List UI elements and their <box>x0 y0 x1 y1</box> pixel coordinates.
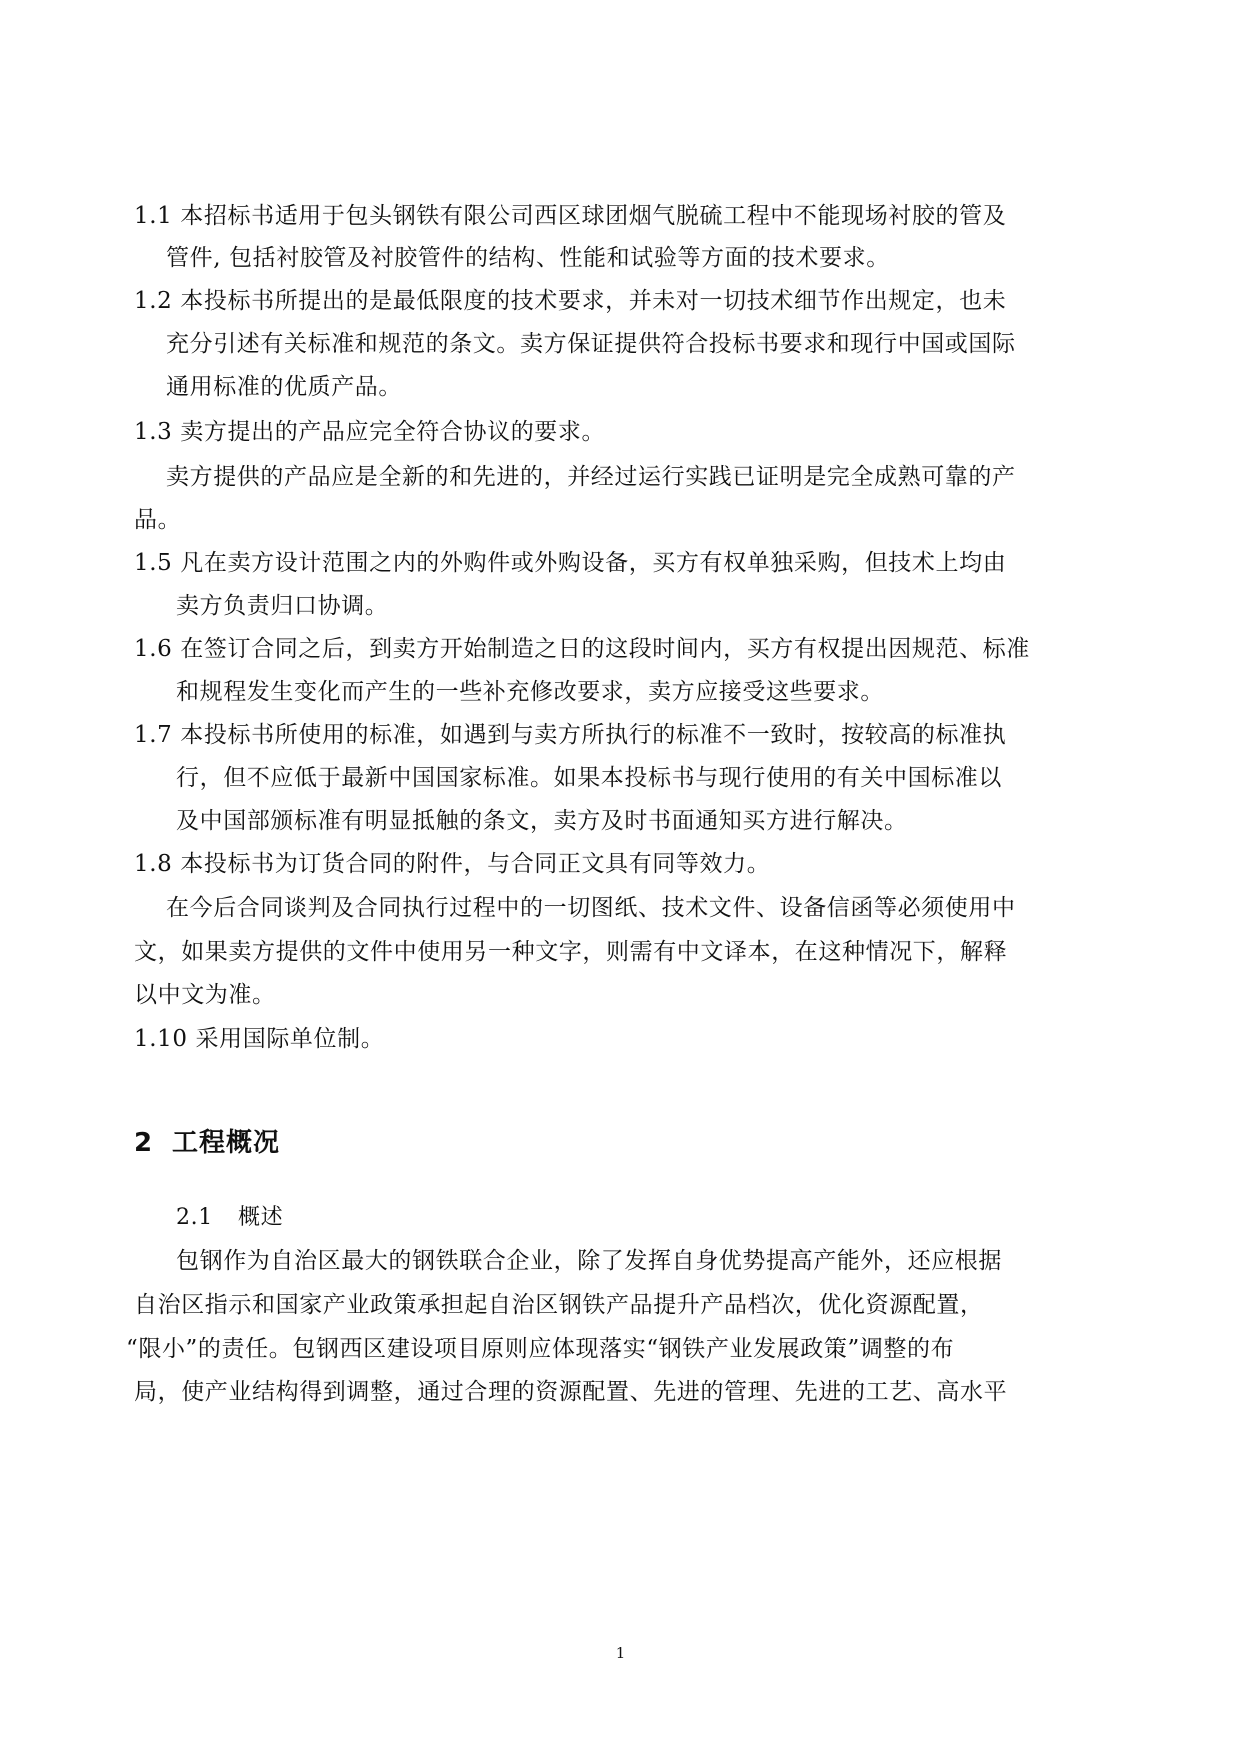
clause-1-6-line-1: 1.6 在签订合同之后，到卖方开始制造之日的这段时间内，买方有权提出因规范、标准 <box>134 636 1030 662</box>
subsection-2-1-title: 概述 <box>238 1205 284 1230</box>
clause-1-3-line-1: 1.3 卖方提出的产品应完全符合协议的要求。 <box>134 419 606 445</box>
subsection-2-1-number: 2.1 <box>176 1205 213 1230</box>
clause-1-7-line-2: 行，但不应低于最新中国国家标准。如果本投标书与现行使用的有关中国标准以 <box>176 765 1002 791</box>
clause-1-9-line-1: 在今后合同谈判及合同执行过程中的一切图纸、技术文件、设备信函等必须使用中 <box>166 895 1016 921</box>
clause-1-8-line-1: 1.8 本投标书为订货合同的附件，与合同正文具有同等效力。 <box>134 851 771 877</box>
page-number: 1 <box>615 1644 626 1662</box>
clause-1-7-line-1: 1.7 本投标书所使用的标准，如遇到与卖方所执行的标准不一致时，按较高的标准执 <box>134 722 1007 748</box>
overview-line-4: 局，使产业结构得到调整，通过合理的资源配置、先进的管理、先进的工艺、高水平 <box>134 1379 1008 1405</box>
clause-1-9-line-2: 文，如果卖方提供的文件中使用另一种文字，则需有中文译本，在这种情况下，解释 <box>134 939 1008 965</box>
section-2-heading <box>134 1126 280 1160</box>
overview-line-3: “限小”的责任。包钢西区建设项目原则应体现落实“钢铁产业发展政策”调整的布 <box>126 1336 955 1362</box>
clause-1-6-line-2: 和规程发生变化而产生的一些补充修改要求，卖方应接受这些要求。 <box>176 679 884 705</box>
clause-1-2-line-1: 1.2 本投标书所提出的是最低限度的技术要求，并未对一切技术细节作出规定，也未 <box>134 288 1007 314</box>
clause-1-5-line-2: 卖方负责归口协调。 <box>176 593 389 619</box>
section-2-number: 2 <box>134 1128 154 1158</box>
overview-line-1: 包钢作为自治区最大的钢铁联合企业，除了发挥自身优势提高产能外，还应根据 <box>176 1248 1002 1274</box>
clause-1-2-line-2: 充分引述有关标准和规范的条文。卖方保证提供符合投标书要求和现行中国或国际 <box>166 331 1016 357</box>
clause-1-1-line-2: 管件, 包括衬胶管及衬胶管件的结构、性能和试验等方面的技术要求。 <box>166 245 890 271</box>
clause-1-7-line-3: 及中国部颁标准有明显抵触的条文，卖方及时书面通知买方进行解决。 <box>176 808 908 834</box>
clause-1-2-line-3: 通用标准的优质产品。 <box>166 374 402 400</box>
clause-1-1-line-1: 1.1 本招标书适用于包头钢铁有限公司西区球团烟气脱硫工程中不能现场衬胶的管及 <box>134 203 1007 229</box>
overview-line-2: 自治区指示和国家产业政策承担起自治区钢铁产品提升产品档次，优化资源配置， <box>134 1292 984 1318</box>
clause-1-9-line-3: 以中文为准。 <box>134 982 276 1008</box>
subsection-2-1-heading <box>176 1203 283 1233</box>
clause-1-5-line-1: 1.5 凡在卖方设计范围之内的外购件或外购设备，买方有权单独采购，但技术上均由 <box>134 550 1007 576</box>
section-2-title: 工程概况 <box>172 1128 281 1158</box>
clause-1-4-line-1: 卖方提供的产品应是全新的和先进的，并经过运行实践已证明是完全成熟可靠的产 <box>166 464 1016 490</box>
clause-1-10-line-1: 1.10 采用国际单位制。 <box>134 1026 385 1052</box>
clause-1-4-line-2: 品。 <box>134 507 182 533</box>
